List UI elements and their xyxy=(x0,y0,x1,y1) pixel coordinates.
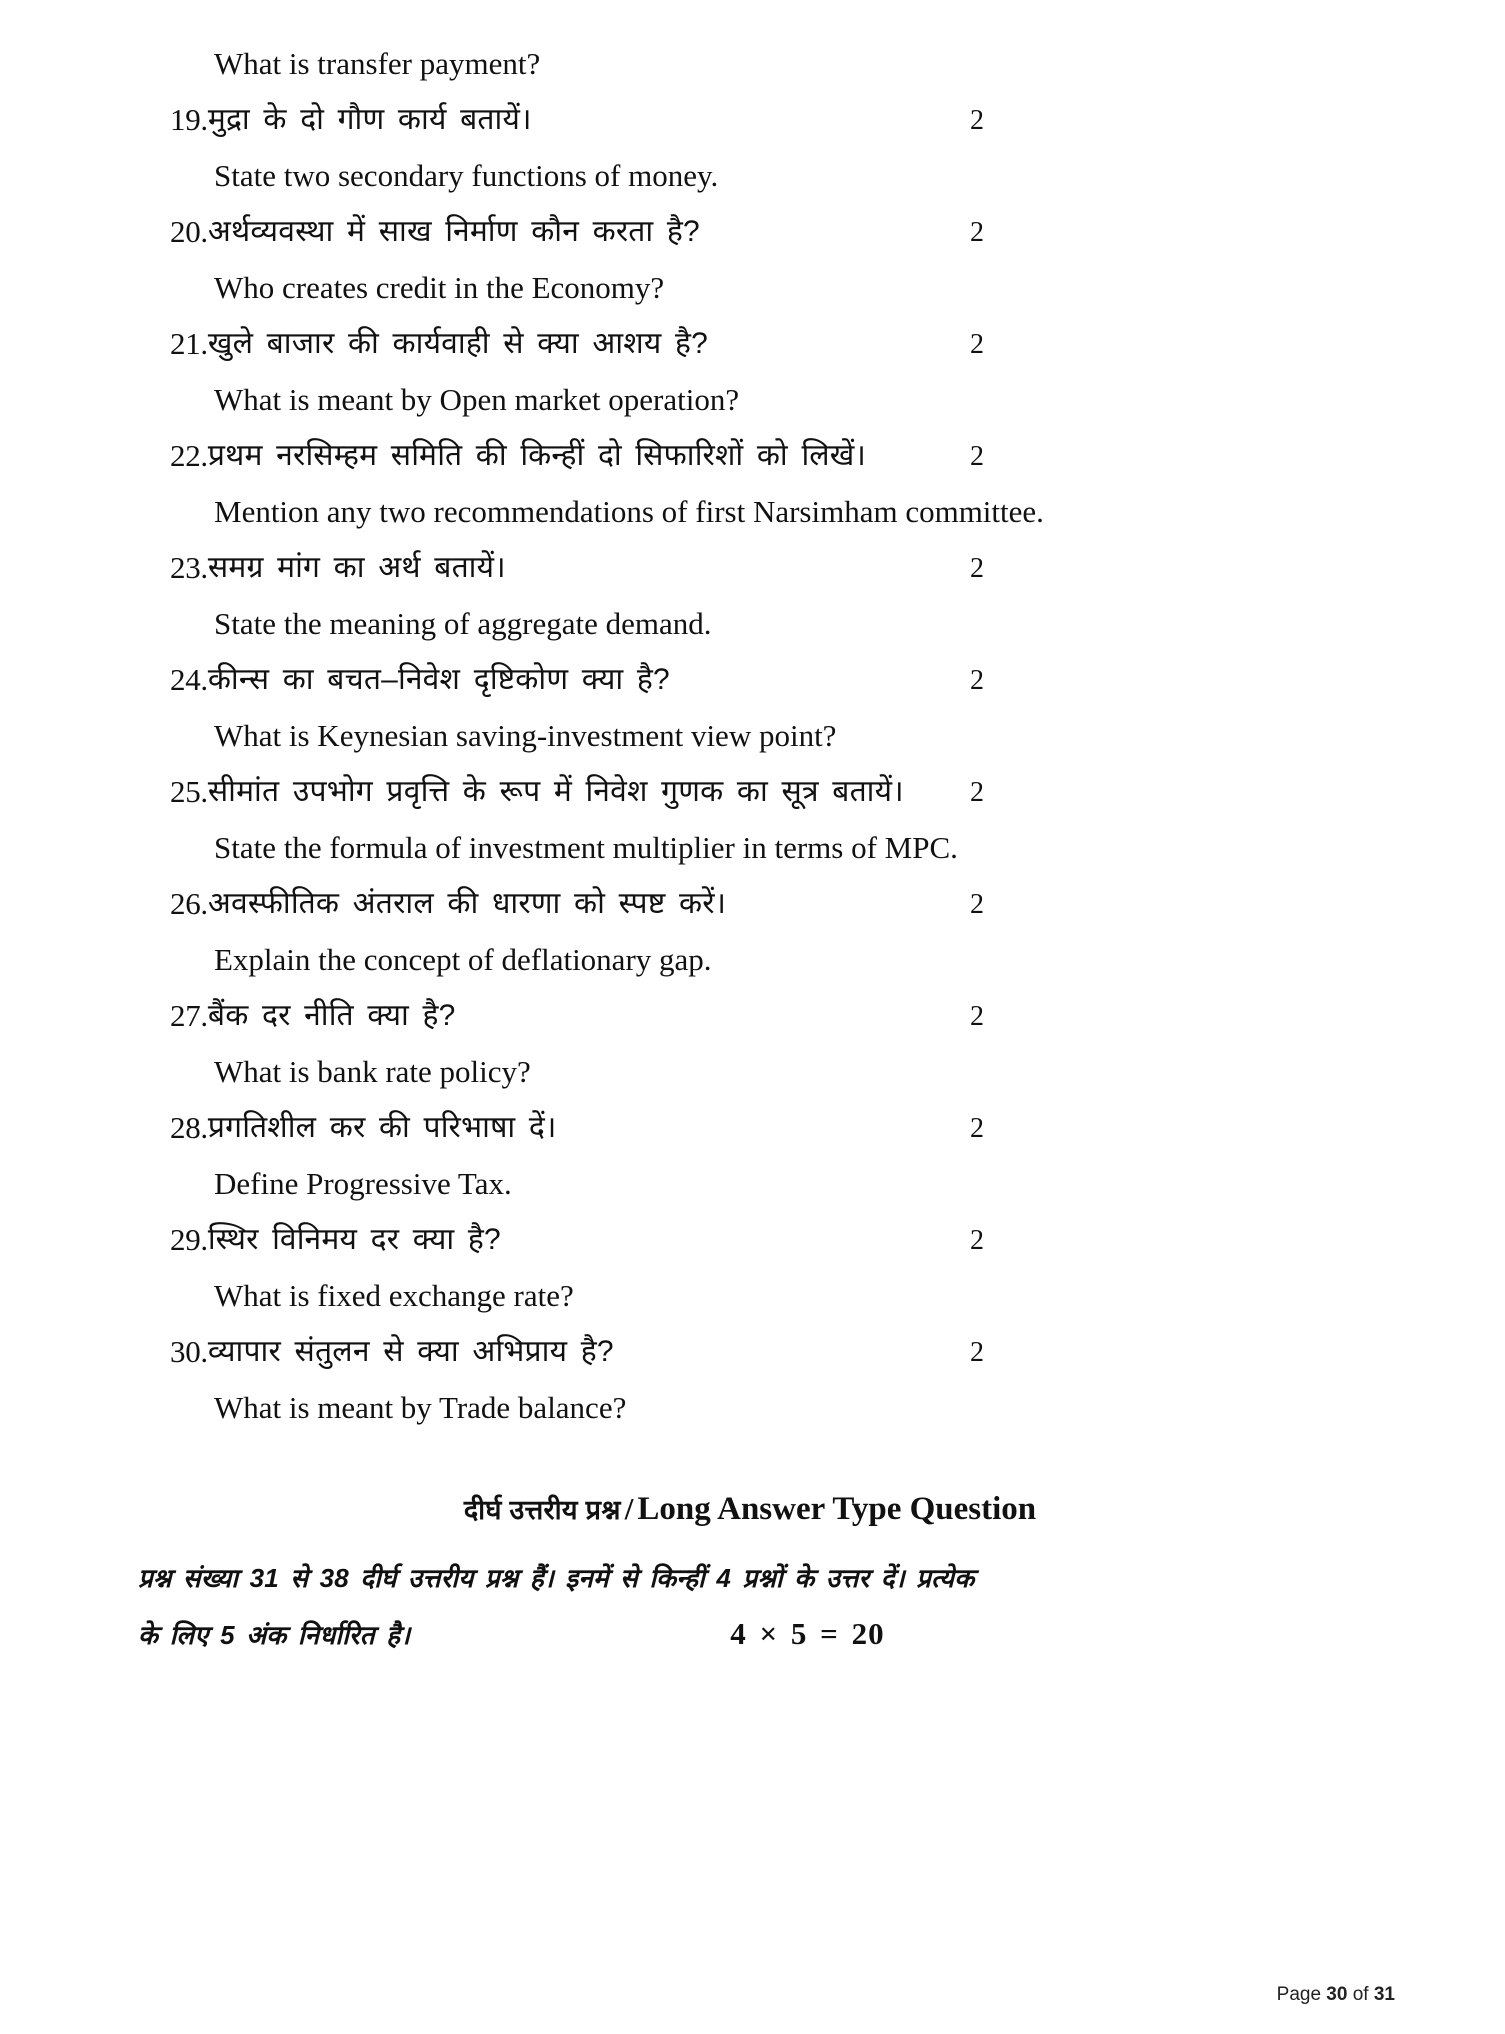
question-number: 25. xyxy=(170,774,208,809)
question-block xyxy=(170,1214,1330,1322)
question-block xyxy=(170,654,1330,762)
question-hindi-line xyxy=(170,542,1330,594)
question-block xyxy=(170,542,1330,650)
question-marks: 2 xyxy=(970,1225,984,1256)
question-hindi-text: समग्र मांग का अर्थ बतायें। xyxy=(207,551,506,584)
question-hindi-text: सीमांत उपभोग प्रवृत्ति के रूप में निवेश गुणक का सूत्र बतायें। xyxy=(207,775,904,808)
question-hindi-text: प्रथम नरसिम्हम समिति की किन्हीं दो सिफारिशों को लिखें। xyxy=(207,439,867,472)
question-marks: 2 xyxy=(970,329,984,360)
question-english-text: What is bank rate policy? xyxy=(214,1054,531,1089)
question-hindi-text: व्यापार संतुलन से क्या अभिप्राय है? xyxy=(207,1335,614,1368)
question-hindi-text: स्थिर विनिमय दर क्या है? xyxy=(207,1223,501,1256)
question-hindi-line xyxy=(170,94,1330,146)
question-hindi-text: अर्थव्यवस्था में साख निर्माण कौन करता है? xyxy=(207,215,700,248)
question-number: 28. xyxy=(170,1110,208,1145)
question-hindi-text: खुले बाजार की कार्यवाही से क्या आशय है? xyxy=(207,327,709,360)
question-hindi-line xyxy=(170,766,1330,818)
question-block xyxy=(170,1102,1330,1210)
question-english-text: Explain the concept of deflationary gap. xyxy=(214,942,712,977)
page-content xyxy=(138,38,1330,1663)
question-marks: 2 xyxy=(970,105,984,136)
question-number: 29. xyxy=(170,1222,208,1257)
of-label: of xyxy=(1352,1984,1369,2005)
instruction-line-2-row xyxy=(138,1606,1328,1663)
question-hindi-line xyxy=(170,1214,1330,1266)
section-heading-separator: / xyxy=(624,1491,634,1526)
page-footer xyxy=(1277,1984,1395,2006)
question-block xyxy=(170,878,1330,986)
question-english-text: Define Progressive Tax. xyxy=(214,1166,512,1201)
section-heading-english: Long Answer Type Question xyxy=(637,1491,1037,1527)
question-hindi-text: मुद्रा के दो गौण कार्य बतायें। xyxy=(207,103,532,136)
question-number: 21. xyxy=(170,326,208,361)
question-marks: 2 xyxy=(970,553,984,584)
page-number: 30 xyxy=(1326,1984,1348,2005)
question-block xyxy=(170,990,1330,1098)
question-marks: 2 xyxy=(970,665,984,696)
question-hindi-line xyxy=(170,878,1330,930)
question-english-text: What is meant by Trade balance? xyxy=(214,1390,627,1425)
question-number: 30. xyxy=(170,1334,208,1369)
page-label: Page xyxy=(1276,1984,1322,2005)
question-marks: 2 xyxy=(970,1113,984,1144)
question-english-text: What is fixed exchange rate? xyxy=(214,1278,574,1313)
section-heading xyxy=(170,1490,1330,1528)
question-hindi-line xyxy=(170,654,1330,706)
question-hindi-line xyxy=(170,990,1330,1042)
section-heading-hindi: दीर्घ उत्तरीय प्रश्न xyxy=(463,1495,621,1525)
question-number: 20. xyxy=(170,214,208,249)
question-number: 19. xyxy=(170,102,208,137)
question-block xyxy=(170,94,1330,202)
question-hindi-line xyxy=(170,318,1330,370)
question-marks: 2 xyxy=(970,1337,984,1368)
question-english-text: What is Keynesian saving-investment view point? xyxy=(214,718,837,753)
instruction-line-1: प्रश्न संख्या 31 से 38 दीर्घ उत्तरीय प्रश्न हैं। इनमें से किन्हीं 4 प्रश्नों के उत्तर दें। प्रत्येक xyxy=(138,1563,975,1593)
question-hindi-line xyxy=(170,206,1330,258)
question-marks: 2 xyxy=(970,1001,984,1032)
question-number: 24. xyxy=(170,662,208,697)
question-number: 26. xyxy=(170,886,208,921)
marks-calculation: 4 × 5 = 20 xyxy=(730,1616,885,1651)
question-hindi-line xyxy=(170,1102,1330,1154)
question-hindi-text: कीन्स का बचत–निवेश दृष्टिकोण क्या है? xyxy=(207,663,670,696)
question-english-text: State the formula of investment multiplier in terms of MPC. xyxy=(214,830,958,865)
section-instructions xyxy=(138,1550,1328,1663)
question-english-text: State the meaning of aggregate demand. xyxy=(214,606,712,641)
total-pages: 31 xyxy=(1373,1984,1395,2005)
question-hindi-line xyxy=(170,1326,1330,1378)
question-english-text: What is meant by Open market operation? xyxy=(214,382,740,417)
question-block xyxy=(170,430,1330,538)
question-block xyxy=(170,318,1330,426)
question-hindi-line xyxy=(170,430,1330,482)
question-marks: 2 xyxy=(970,889,984,920)
question-block xyxy=(170,766,1330,874)
question-english-text: State two secondary functions of money. xyxy=(214,158,719,193)
question-block xyxy=(170,1326,1330,1434)
question-marks: 2 xyxy=(970,441,984,472)
question-english-text: Who creates credit in the Economy? xyxy=(214,270,665,305)
question-number: 22. xyxy=(170,438,208,473)
question-hindi-text: अवस्फीतिक अंतराल की धारणा को स्पष्ट करें। xyxy=(207,887,727,920)
lead-english-line: What is transfer payment? xyxy=(214,46,541,81)
question-number: 23. xyxy=(170,550,208,585)
question-marks: 2 xyxy=(970,217,984,248)
instruction-line-2: के लिए 5 अंक निर्धारित है। xyxy=(138,1620,411,1650)
question-hindi-text: बैंक दर नीति क्या है? xyxy=(207,999,456,1032)
question-english-text: Mention any two recommendations of first Narsimham committee. xyxy=(214,494,1044,529)
question-marks: 2 xyxy=(970,777,984,808)
question-number: 27. xyxy=(170,998,208,1033)
question-hindi-text: प्रगतिशील कर की परिभाषा दें। xyxy=(207,1111,557,1144)
question-block xyxy=(170,206,1330,314)
